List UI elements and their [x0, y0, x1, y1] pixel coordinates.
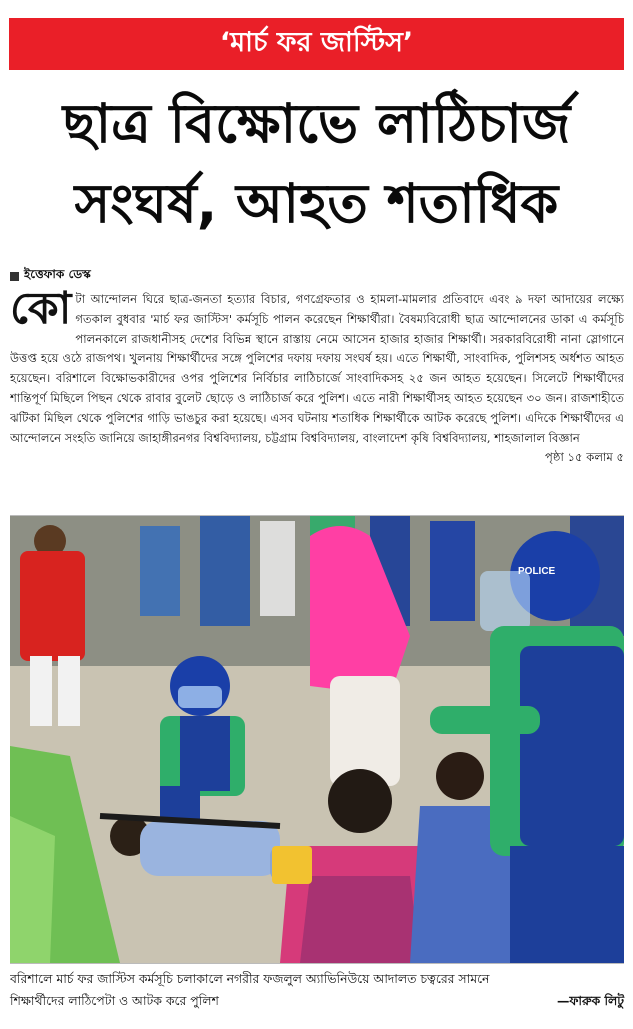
byline-text: ইত্তেফাক ডেস্ক	[24, 267, 91, 281]
article-text: টা আন্দোলন ঘিরে ছাত্র-জনতা হত্যার বিচার, গণগ্রেফতার ও হামলা-মামলার প্রতিবাদে এবং ৯ দফা আদায়ের লক্ষ্যে গতকাল বুধবার 'মার্চ ফর জাস্টিস' কর্মসূচি পালন করেছেন শিক্ষার্থীরা। বৈষম্যবিরোধী ছাত্র আন্দোলনের ডাকা এ কর্মসূচি পালনকালে রাজধানীসহ দেশের বিভিন্ন স্থানে রাস্তায় নেমে আসেন হাজার হাজার শিক্ষার্থী। সরকারবিরোধী নানা স্লোগানে উত্তপ্ত হয়ে ওঠে রাজপথ। খুলনায় শিক্ষার্থীদের সঙ্গে পুলিশের দফায় দফায় সংঘর্ষ হয়। এতে শিক্ষার্থী, সাংবাদিক, পুলিশসহ অর্ধশত আহত হয়েছেন। বরিশালে বিক্ষোভকারীদের ওপর পুলিশের নির্বিচার লাঠিচার্জে সাংবাদিকসহ ২৫ জন আহত হয়েছেন। সিলেটে শিক্ষার্থীদের শান্তিপূর্ণ মিছিলে পিছন থেকে রাবার বুলেট ছোড়ে ও লাঠিচার্জ করে পুলিশ। এতে নারী শিক্ষার্থীসহ আহত হয়েছেন ৩০ জন। রাজশাহীতে ঝটিকা মিছিল থেকে পুলিশের গাড়ি ভাঙচুর করা হয়েছে। এসব ঘটনায় শতাধিক শিক্ষার্থীকে আটক করেছে পুলিশ। এদিকে শিক্ষার্থীদের এ আন্দোলনে সংহতি জানিয়ে জাহাঙ্গীরনগর বিশ্ববিদ্যালয়, চট্টগ্রাম বিশ্ববিদ্যালয়, বাংলাদেশ কৃষি বিশ্ববিদ্যালয়, শাহজালাল বিজ্ঞান	[10, 292, 624, 445]
kicker-text: ‘মার্চ ফর জাস্টিস’	[219, 26, 414, 58]
headline	[8, 84, 625, 244]
news-photo	[10, 515, 624, 964]
article-body	[10, 290, 624, 498]
caption-line-2-row	[10, 990, 624, 1012]
photo-credit: —ফারুক লিটু	[556, 993, 624, 1008]
caption-line-2: শিক্ষার্থীদের লাঠিপেটা ও আটক করে পুলিশ	[10, 993, 219, 1008]
headline-line-1: ছাত্র বিক্ষোভে লাঠিচার্জ	[62, 92, 571, 155]
photo-caption	[10, 968, 624, 1012]
byline	[10, 266, 91, 286]
headline-line-2: সংঘর্ষ, আহত শতাধিক	[74, 172, 559, 235]
byline-square-icon	[10, 272, 19, 281]
kicker-banner	[9, 18, 624, 70]
drop-cap: কো	[10, 290, 72, 334]
police-helmet-label: POLICE	[518, 566, 556, 577]
protest-photo-illustration	[10, 516, 624, 963]
caption-line-1: বরিশালে মার্চ ফর জাস্টিস কর্মসূচি চলাকালে নগরীর ফজলুল অ্যাভিনিউয়ে আদালত চত্বরের সামনে	[10, 971, 490, 986]
continued-on: পৃষ্ঠা ১৫ কলাম ৫	[545, 450, 624, 465]
